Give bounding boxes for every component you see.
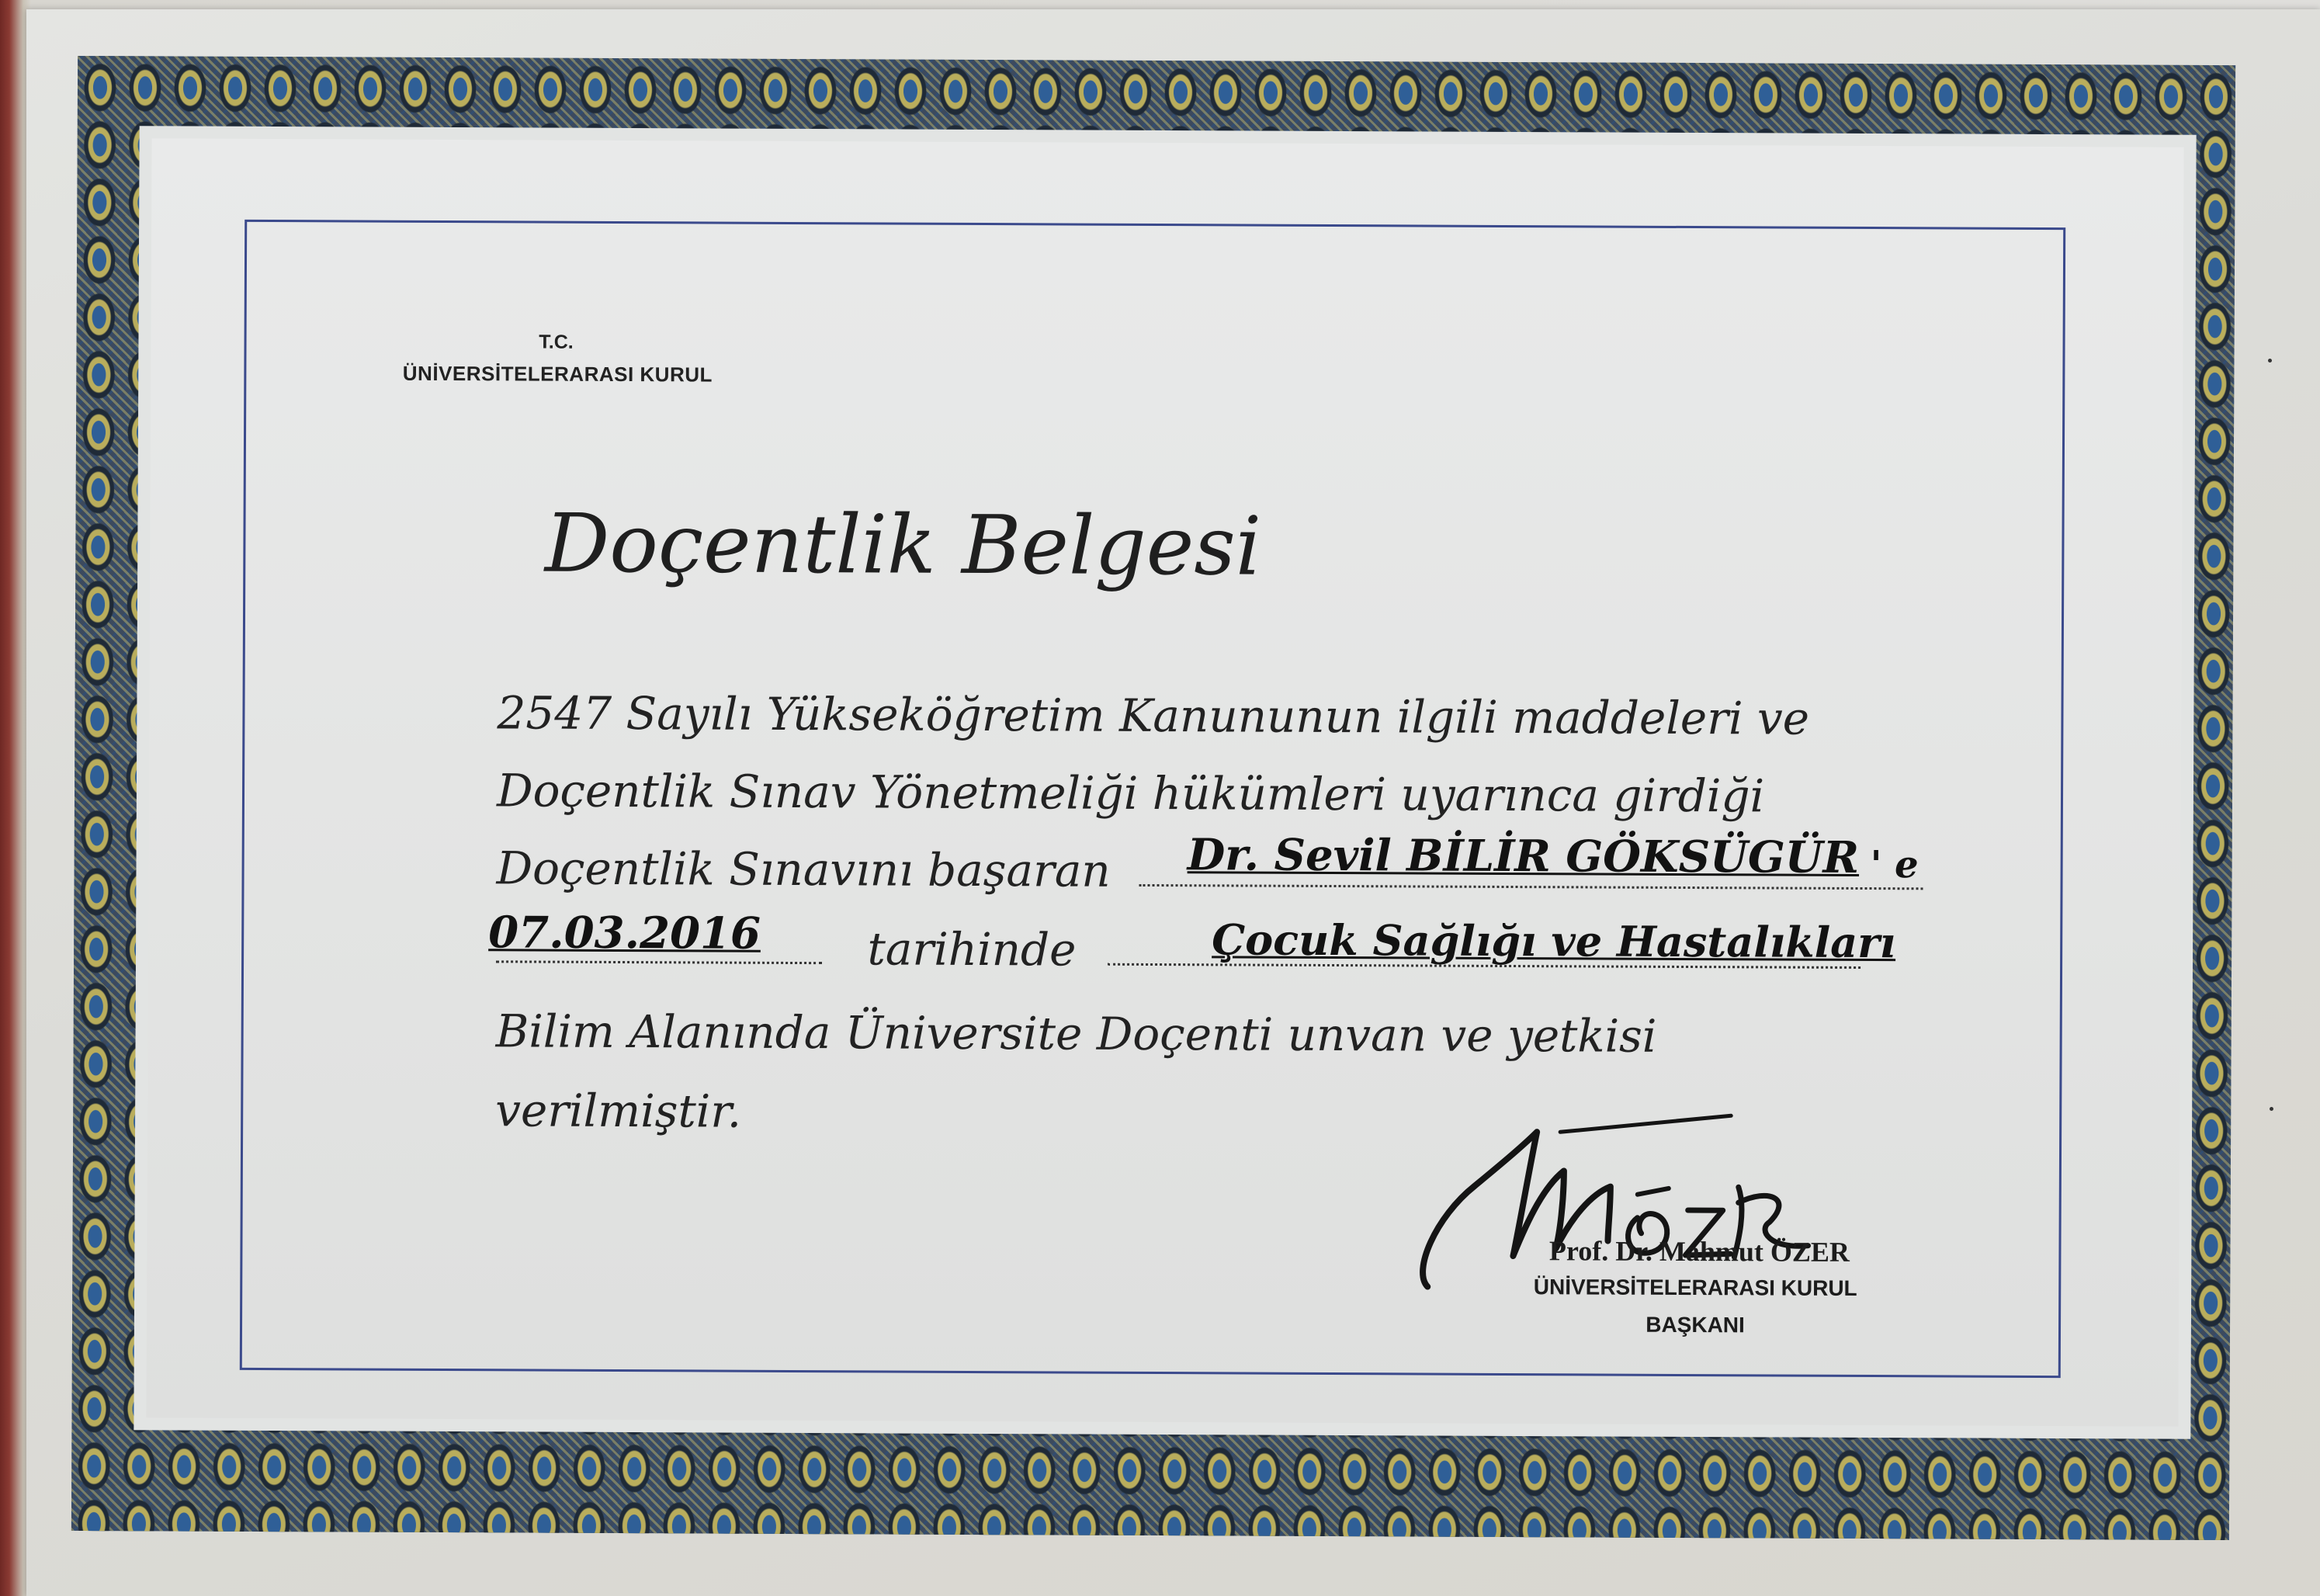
header-country: T.C.	[539, 331, 574, 353]
recipient-name-suffix: ' e	[1870, 843, 1919, 887]
name-dotted-line	[1139, 884, 1923, 890]
body-line-5: Bilim Alanında Üniversite Doçenti unvan ve yetkisi	[495, 1004, 1657, 1063]
body-line-4-middle: tarihinde	[867, 922, 1077, 977]
body-line-2: Doçentlik Sınav Yönetmeliği hükümleri uyarınca girdiği	[496, 764, 1765, 823]
certificate-content	[240, 220, 2065, 1378]
date-dotted-line	[496, 960, 822, 964]
signatory-role: BAŞKANI	[1646, 1312, 1745, 1338]
speck-mark	[2268, 359, 2272, 363]
handwritten-signature	[1404, 1100, 1840, 1303]
body-line-3-prefix: Doçentlik Sınavını başaran	[496, 841, 1111, 897]
signature-stroke-3	[1638, 1188, 1669, 1195]
signatory-organization: ÜNİVERSİTELERARASI KURUL	[1533, 1275, 1857, 1300]
body-line-6: verilmiştir.	[495, 1084, 742, 1138]
header-organization: ÜNİVERSİTELERARASI KURUL	[402, 361, 713, 387]
signatory-name: Prof. Dr. Mahmut ÖZER	[1548, 1235, 1850, 1268]
certificate-title: Doçentlik Belgesi	[544, 495, 1262, 594]
scientific-field: Çocuk Sağlığı ve Hastalıkları	[1212, 914, 1896, 968]
exam-date: 07.03.2016	[488, 907, 761, 959]
speck-mark	[2270, 1107, 2273, 1111]
signature-stroke-5	[1560, 1115, 1731, 1133]
body-line-1: 2547 Sayılı Yükseköğretim Kanununun ilgili maddeleri ve	[497, 686, 1810, 745]
recipient-name: Dr. Sevil BİLİR GÖKSÜGÜR	[1187, 829, 1860, 883]
